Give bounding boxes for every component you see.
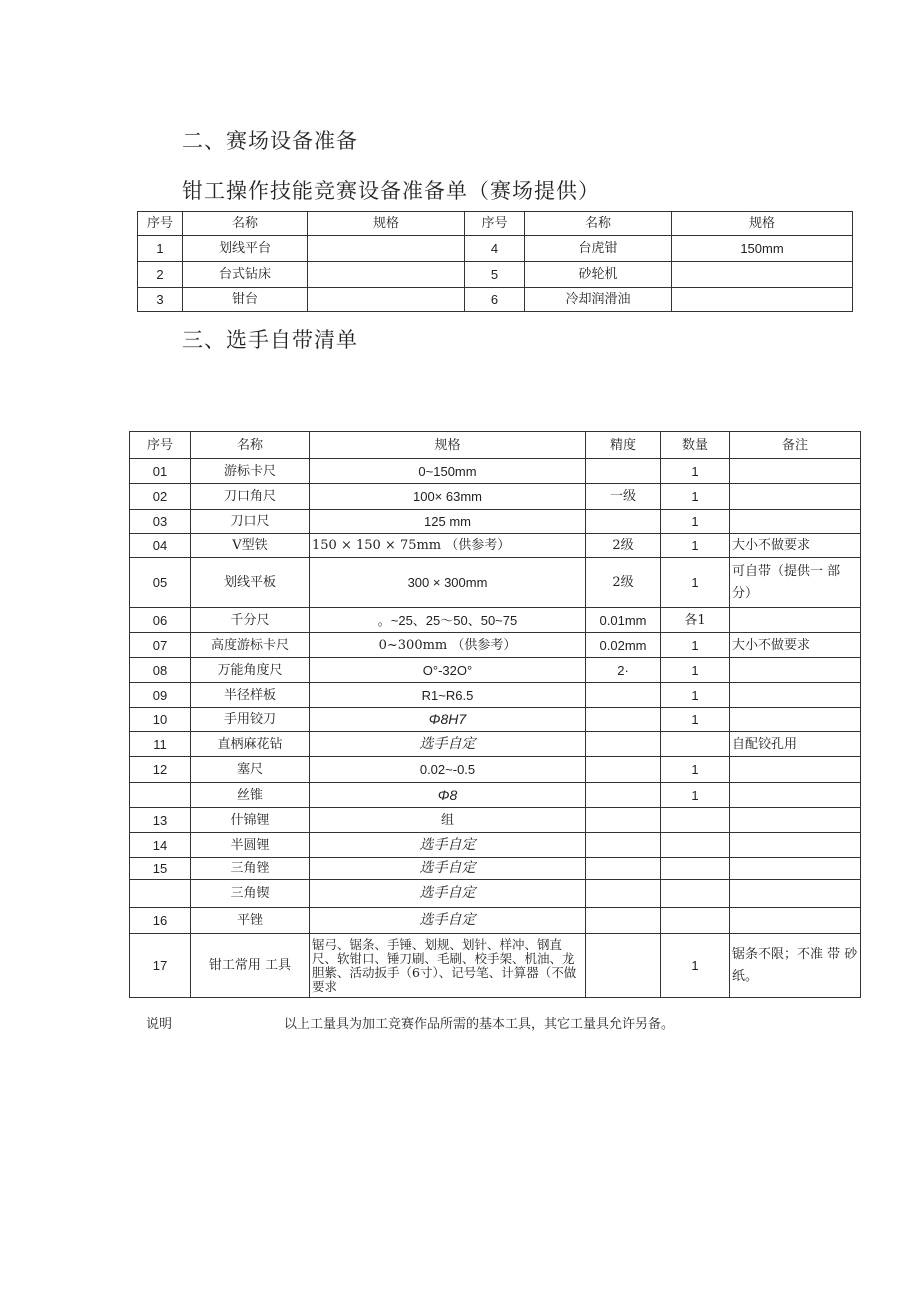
table-cell: 10 — [130, 708, 191, 732]
table-cell: 划线平台 — [183, 236, 308, 262]
table-cell: 选手自定 — [310, 732, 586, 757]
section3-title: 三、选手自带清单 — [182, 328, 358, 352]
table-cell: 14 — [130, 833, 191, 858]
table-cell: 大小不做要求 — [730, 534, 861, 558]
table-cell: 16 — [130, 908, 191, 934]
table-cell: 划线平板 — [191, 558, 310, 608]
table-cell — [586, 783, 661, 808]
table-cell — [130, 783, 191, 808]
table-cell — [730, 608, 861, 633]
table-cell — [730, 510, 861, 534]
table-row — [130, 880, 861, 908]
table-cell: 100× 63mm — [310, 484, 586, 510]
table-cell: 05 — [130, 558, 191, 608]
table-cell: 2· — [586, 658, 661, 683]
header-cell: 序号 — [130, 432, 191, 459]
table-row — [130, 808, 861, 833]
header-cell: 数量 — [661, 432, 730, 459]
table-cell — [586, 880, 661, 908]
table-cell — [672, 288, 853, 312]
table-cell: 02 — [130, 484, 191, 510]
table-cell — [586, 757, 661, 783]
table-cell: 0.02~-0.5 — [310, 757, 586, 783]
footnote-text: 以上工量具为加工竞赛作品所需的基本工具，其它工量具允许另备。 — [284, 1017, 675, 1032]
header-cell: 序号 — [465, 212, 525, 236]
table-cell: 砂轮机 — [525, 262, 672, 288]
table-cell — [586, 683, 661, 708]
table-row — [130, 558, 861, 608]
table-cell — [730, 658, 861, 683]
table-cell: 手用铰刀 — [191, 708, 310, 732]
table-cell: 游标卡尺 — [191, 459, 310, 484]
table-cell — [661, 908, 730, 934]
table-cell: 125 mm — [310, 510, 586, 534]
table-cell: 1 — [661, 534, 730, 558]
table-cell — [730, 808, 861, 833]
table-cell — [586, 908, 661, 934]
table-cell: 刀口尺 — [191, 510, 310, 534]
table-cell: 选手自定 — [310, 833, 586, 858]
header-cell: 序号 — [138, 212, 183, 236]
table-cell: 1 — [661, 633, 730, 658]
table-cell — [661, 880, 730, 908]
table-cell: 1 — [661, 558, 730, 608]
header-cell: 规格 — [672, 212, 853, 236]
table-cell: 3 — [138, 288, 183, 312]
table-cell: 03 — [130, 510, 191, 534]
table-cell: 钳工常用 工具 — [191, 934, 310, 998]
table-cell — [730, 683, 861, 708]
table-cell — [586, 510, 661, 534]
table-cell — [730, 484, 861, 510]
table-cell: 半径样板 — [191, 683, 310, 708]
table-row — [130, 608, 861, 633]
table-cell: 锯弓、锯条、手锤、划规、划针、样冲、钢直尺、软钳口、锤刀刷、毛刷、校手架、机油、龙胆紫、活动扳手（6寸）、记号笔、计算器（不做要求 — [310, 934, 586, 998]
self-provided-table — [129, 431, 861, 998]
table-cell: 各1 — [661, 608, 730, 633]
table-cell: 6 — [465, 288, 525, 312]
table-row — [130, 534, 861, 558]
header-cell: 精度 — [586, 432, 661, 459]
table-cell: 1 — [661, 708, 730, 732]
header-cell: 名称 — [183, 212, 308, 236]
table-cell — [586, 833, 661, 858]
table-cell: 半圆锂 — [191, 833, 310, 858]
table-cell: 1 — [661, 459, 730, 484]
table-row — [130, 658, 861, 683]
table-cell: 可自带（提供一 部分） — [730, 558, 861, 608]
table-cell — [661, 833, 730, 858]
table-cell: 0~300mm （供参考） — [310, 633, 586, 658]
header-cell: 规格 — [308, 212, 465, 236]
table-cell — [730, 880, 861, 908]
table-cell: 2 — [138, 262, 183, 288]
table-cell — [308, 288, 465, 312]
table-row — [130, 484, 861, 510]
table-cell: O°-32O° — [310, 658, 586, 683]
equipment-list-title: 钳工操作技能竞赛设备准备单（赛场提供） — [182, 179, 600, 203]
table-cell: 15 — [130, 858, 191, 880]
table-row — [130, 833, 861, 858]
table-cell: 07 — [130, 633, 191, 658]
table-cell: 选手自定 — [310, 908, 586, 934]
table-cell: 什锦锂 — [191, 808, 310, 833]
table-cell: 1 — [661, 757, 730, 783]
table-cell: 13 — [130, 808, 191, 833]
table-cell — [586, 459, 661, 484]
table-row — [138, 236, 853, 262]
table-cell: 5 — [465, 262, 525, 288]
table-cell: 直柄麻花钻 — [191, 732, 310, 757]
table-cell — [661, 858, 730, 880]
header-cell: 规格 — [310, 432, 586, 459]
table-cell: 0.01mm — [586, 608, 661, 633]
table-cell — [730, 908, 861, 934]
table-cell — [730, 459, 861, 484]
section2-title: 二、赛场设备准备 — [182, 129, 358, 153]
table-cell: Φ8 — [310, 783, 586, 808]
table-cell — [586, 732, 661, 757]
table-cell: 2级 — [586, 558, 661, 608]
footnote-label: 说明 — [146, 1017, 173, 1032]
table-cell: 千分尺 — [191, 608, 310, 633]
table-cell — [586, 708, 661, 732]
table-cell: 锯条不限；不准 带 砂纸。 — [730, 934, 861, 998]
table-row — [138, 262, 853, 288]
table-cell: 150mm — [672, 236, 853, 262]
table-cell: 1 — [661, 658, 730, 683]
table-cell: 1 — [661, 934, 730, 998]
table-cell: 01 — [130, 459, 191, 484]
table-cell: 0~150mm — [310, 459, 586, 484]
table-row — [130, 732, 861, 757]
table-cell: 12 — [130, 757, 191, 783]
table-cell: 1 — [661, 683, 730, 708]
table-cell: 11 — [130, 732, 191, 757]
table-row — [130, 858, 861, 880]
table-row — [130, 908, 861, 934]
table-cell: 平锉 — [191, 908, 310, 934]
table-cell: 钳台 — [183, 288, 308, 312]
table-cell: 塞尺 — [191, 757, 310, 783]
table-cell — [661, 808, 730, 833]
table-cell — [661, 732, 730, 757]
table-cell: 2级 — [586, 534, 661, 558]
table-cell: 选手自定 — [310, 880, 586, 908]
table-cell: 高度游标卡尺 — [191, 633, 310, 658]
table-cell — [586, 858, 661, 880]
table-cell — [730, 757, 861, 783]
table-cell: 06 — [130, 608, 191, 633]
table-cell — [308, 236, 465, 262]
table-cell — [308, 262, 465, 288]
table-cell: 冷却润滑油 — [525, 288, 672, 312]
table-cell: 组 — [310, 808, 586, 833]
table-cell — [586, 808, 661, 833]
table-cell: 台式钻床 — [183, 262, 308, 288]
table-cell: 1 — [661, 783, 730, 808]
table-cell: 丝锥 — [191, 783, 310, 808]
table-cell: 选手自定 — [310, 858, 586, 880]
table-cell — [730, 783, 861, 808]
table-cell: 1 — [661, 510, 730, 534]
table-cell: R1~R6.5 — [310, 683, 586, 708]
table-cell — [586, 934, 661, 998]
table-row — [130, 459, 861, 484]
table-cell: 09 — [130, 683, 191, 708]
table-cell: 0.02mm — [586, 633, 661, 658]
table-row — [130, 757, 861, 783]
header-cell: 名称 — [191, 432, 310, 459]
table-cell: 1 — [661, 484, 730, 510]
table-header-row — [130, 432, 861, 459]
table-cell: 三角锉 — [191, 858, 310, 880]
table-cell: 04 — [130, 534, 191, 558]
table-cell: 三角锲 — [191, 880, 310, 908]
table-cell: 万能角度尺 — [191, 658, 310, 683]
header-cell: 名称 — [525, 212, 672, 236]
table-cell — [130, 880, 191, 908]
table-cell: 1 — [138, 236, 183, 262]
table-cell: 台虎钳 — [525, 236, 672, 262]
table-row — [130, 708, 861, 732]
table-cell: 17 — [130, 934, 191, 998]
table-cell: 150 × 150 × 75mm （供参考） — [310, 534, 586, 558]
table-cell: 。~25、25～50、50~75 — [310, 608, 586, 633]
equipment-table — [137, 211, 853, 312]
table-cell — [730, 708, 861, 732]
table-cell — [730, 858, 861, 880]
table-cell: 08 — [130, 658, 191, 683]
table-cell: 4 — [465, 236, 525, 262]
table-cell: 一级 — [586, 484, 661, 510]
table-row — [130, 633, 861, 658]
table-row — [130, 783, 861, 808]
table-header-row — [138, 212, 853, 236]
table-cell: 大小不做要求 — [730, 633, 861, 658]
table-cell — [672, 262, 853, 288]
table-cell: 刀口角尺 — [191, 484, 310, 510]
table-cell: 300 × 300mm — [310, 558, 586, 608]
table-row — [130, 683, 861, 708]
table-cell: 自配铰孔用 — [730, 732, 861, 757]
table-row — [130, 934, 861, 998]
table-cell: Φ8H7 — [310, 708, 586, 732]
table-cell — [730, 833, 861, 858]
table-row — [130, 510, 861, 534]
table-cell: V型铁 — [191, 534, 310, 558]
header-cell: 备注 — [730, 432, 861, 459]
table-row — [138, 288, 853, 312]
